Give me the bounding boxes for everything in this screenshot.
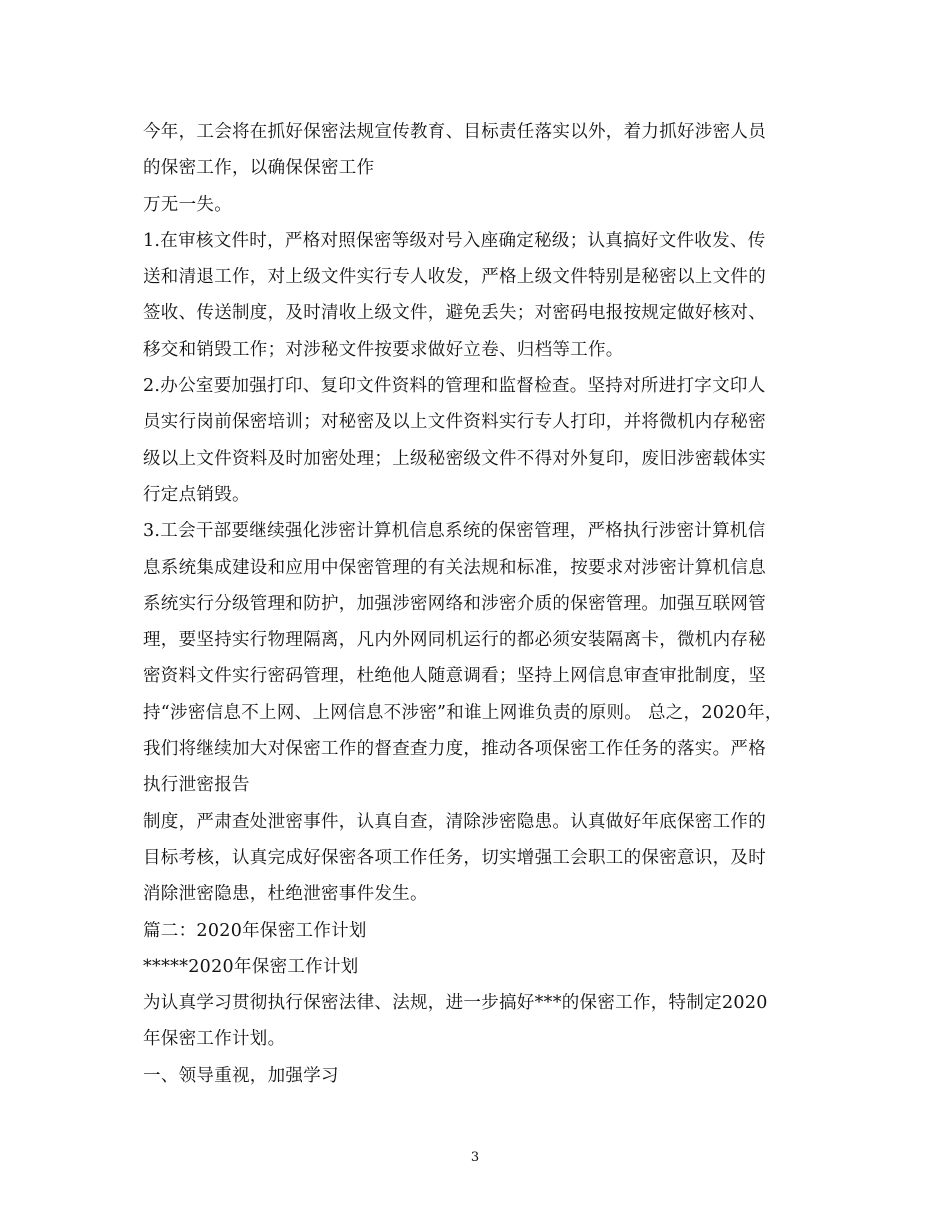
text-line: 1.在审核文件时，严格对照保密等级对号入座确定秘级；认真搞好文件收发、传 — [143, 230, 766, 251]
text-line: 为认真学习贯彻执行保密法律、法规，进一步搞好***的保密工作，特制定2020 — [143, 993, 768, 1014]
text-line: 持“涉密信息不上网、上网信息不涉密”和谁上网谁负责的原则。 总之，2020年， — [143, 702, 783, 723]
text-line: 消除泄密隐患，杜绝泄密事件发生。 — [143, 884, 428, 905]
section-heading: 一、领导重视，加强学习 — [143, 1065, 339, 1086]
text-line: 万无一失。 — [143, 194, 232, 215]
text-line: 执行泄密报告 — [143, 775, 250, 796]
text-line: 签收、传送制度，及时清收上级文件，避免丢失；对密码电报按规定做好核对、 — [143, 303, 766, 324]
page-number: 3 — [470, 1150, 480, 1165]
text-line: 的保密工作，以确保保密工作 — [143, 158, 375, 179]
text-line: 2.办公室要加强打印、复印文件资料的管理和监督检查。坚持对所进打字文印人 — [143, 376, 766, 397]
text-line: 我们将继续加大对保密工作的督查查力度，推动各项保密工作任务的落实。严格 — [143, 739, 766, 760]
text-line: 行定点销毁。 — [143, 484, 250, 505]
section-heading: 篇二：2020年保密工作计划 — [143, 920, 367, 941]
text-line: 目标考核，认真完成好保密各项工作任务，切实增强工会职工的保密意识，及时 — [143, 847, 766, 868]
text-line: 今年，工会将在抓好保密法规宣传教育、目标责任落实以外，着力抓好涉密人员 — [143, 122, 766, 142]
text-line: 3.工会干部要继续强化涉密计算机信息系统的保密管理，严格执行涉密计算机信 — [143, 521, 766, 542]
text-line: 员实行岗前保密培训；对秘密及以上文件资料实行专人打印，并将微机内存秘密 — [143, 412, 766, 433]
body-text — [143, 114, 808, 1094]
document-title: *****2020年保密工作计划 — [143, 956, 359, 977]
text-line: 理，要坚持实行物理隔离，凡内外网同机运行的都必须安装隔离卡，微机内存秘 — [143, 630, 766, 651]
text-line: 级以上文件资料及时加密处理；上级秘密级文件不得对外复印，废旧涉密载体实 — [143, 448, 766, 469]
text-line: 送和清退工作，对上级文件实行专人收发，严格上级文件特别是秘密以上文件的 — [143, 267, 766, 288]
text-line: 息系统集成建设和应用中保密管理的有关法规和标准，按要求对涉密计算机信息 — [143, 557, 766, 578]
text-line: 移交和销毁工作；对涉秘文件按要求做好立卷、归档等工作。 — [143, 339, 624, 360]
text-line: 年保密工作计划。 — [143, 1029, 286, 1050]
text-line: 系统实行分级管理和防护，加强涉密网络和涉密介质的保密管理。加强互联网管 — [143, 593, 766, 614]
text-line: 制度，严肃查处泄密事件，认真自查，清除涉密隐患。认真做好年底保密工作的 — [143, 811, 766, 832]
text-line: 密资料文件实行密码管理，杜绝他人随意调看；坚持上网信息审查审批制度，坚 — [143, 666, 766, 687]
